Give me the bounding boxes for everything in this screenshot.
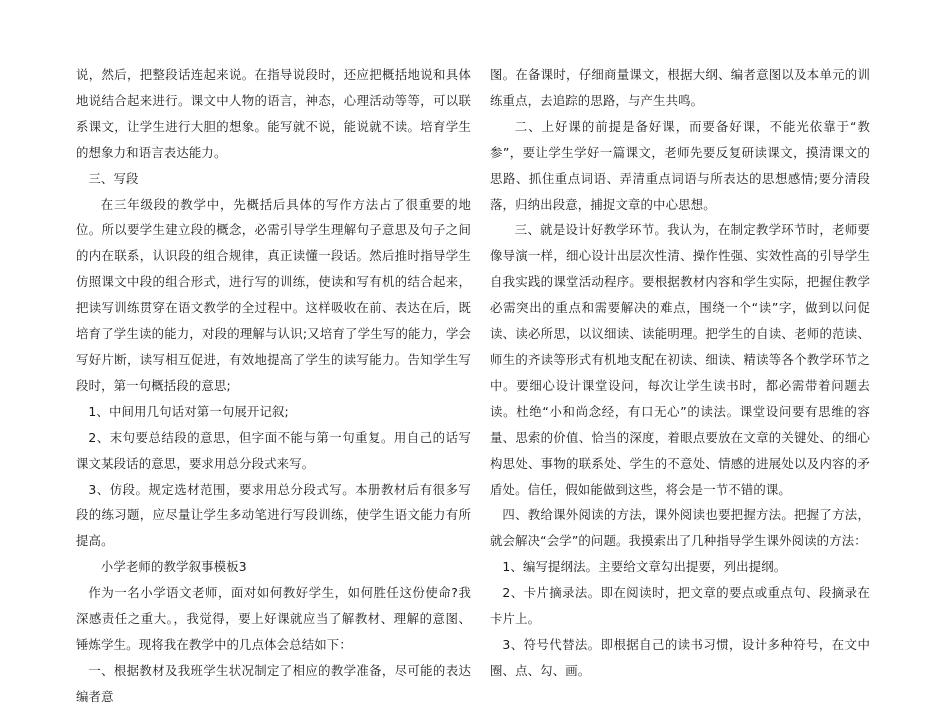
paragraph: 说，然后，把整段话连起来说。在指导说段时，还应把概括地说和具体地说结合起来进行。课文中人物的语言，神态，心理活动等等，可以联系课文，让学生进行大胆的想象。能写就不说，能说就不读。培育学生的想象力和语言表达能力。 — [76, 67, 471, 160]
paragraph: 图。在备课时，仔细商量课文，根据大纲、编者意图以及本单元的训练重点，去追踪的思路，与产生共鸣。 — [490, 67, 870, 108]
right-column — [490, 62, 870, 684]
list-item: 1、中间用几句话对第一句展开记叙; — [88, 403, 289, 419]
document-title: 小学老师的教学叙事模板3 — [100, 559, 247, 575]
paragraph: 一、根据教材及我班学生状况制定了相应的教学准备，尽可能的表达编者意 — [76, 662, 471, 704]
list-item: 3、符号代替法。即根据自己的读书习惯，设计多种符号，在文中圈、点、勾、画。 — [490, 636, 870, 678]
list-item: 1、编写提纲法。主要给文章勾出提要，列出提纲。 — [502, 559, 787, 575]
paragraph: 四、教给课外阅读的方法，课外阅读也要把握方法。把握了方法，就会解决“会学”的问题。我摸索出了几种指导学生课外阅读的方法： — [490, 507, 870, 549]
left-column — [76, 62, 471, 710]
list-item: 2、末句要总结段的意思，但字面不能与第一句重复。用自己的话写课文某段话的意思，要求用总分段式来写。 — [76, 429, 471, 471]
section-heading: 三、写段 — [88, 170, 139, 186]
paragraph: 三、就是设计好教学环节。我认为，在制定教学环节时，老师要像导演一样，细心设计出层次性清、操作性强、实效性高的引导学生自我实践的课堂活动程序。要根据教材内容和学生实际，把握住教学必需突出的重点和需要解决的难点，围绕一个“读”字，做到以问促读、读必所思，以议细读、读能明理。把学生的自读、老师的范读、师生的齐读等形式有机地支配在初读、细读、精读等各个教学环节之中。要细心设计课堂设问，每次让学生读书时，都必需带着问题去读。杜绝“小和尚念经，有口无心”的读法。课堂设问要有思维的容量、思索的价值、恰当的深度，着眼点要放在文章的关键处、的细心构思处、事物的联系处、学生的不意处、情感的进展处以及内容的矛盾处。信任，假如能做到这些，将会是一节不错的课。 — [490, 222, 870, 497]
paragraph: 在三年级段的教学中，先概括后具体的写作方法占了很重要的地位。所以要学生建立段的概念，必需引导学生理解句子意思及句子之间的内在联系，认识段的组合规律，真正读懂一段话。然后推时指导学生仿照课文中段的组合形式，进行写的训练，使读和写有机的结合起来，把读写训练贯穿在语文教学的全过程中。这样吸收在前、表达在后，既培育了学生读的能力，对段的理解与认识;又培育了学生写的能力，学会写好片断，读写相互促进，有效地提高了学生的读写能力。告知学生写段时，第一句概括段的意思; — [76, 196, 471, 393]
list-item: 2、卡片摘录法。即在阅读时，把文章的要点或重点句、段摘录在卡片上。 — [490, 585, 870, 627]
paragraph: 二、上好课的前提是备好课，而要备好课，不能光依靠于“教参”，要让学生学好一篇课文，老师先要反复研读课文，摸清课文的思路、抓住重点词语、弄清重点词语与所表达的思想感情;要分清段落，归纳出段意，捕捉文章的中心思想。 — [490, 118, 870, 212]
paragraph: 作为一名小学语文老师，面对如何教好学生，如何胜任这份使命?我深感责任之重大。，我觉得，要上好课就应当了解教材、理解的意图、锤炼学生。现将我在教学中的几点体会总结如下： — [76, 585, 471, 652]
list-item: 3、仿段。规定选材范围，要求用总分段式写。本册教材后有很多写段的练习题，应尽量让学生多动笔进行写段训练，使学生语文能力有所提高。 — [76, 481, 471, 549]
